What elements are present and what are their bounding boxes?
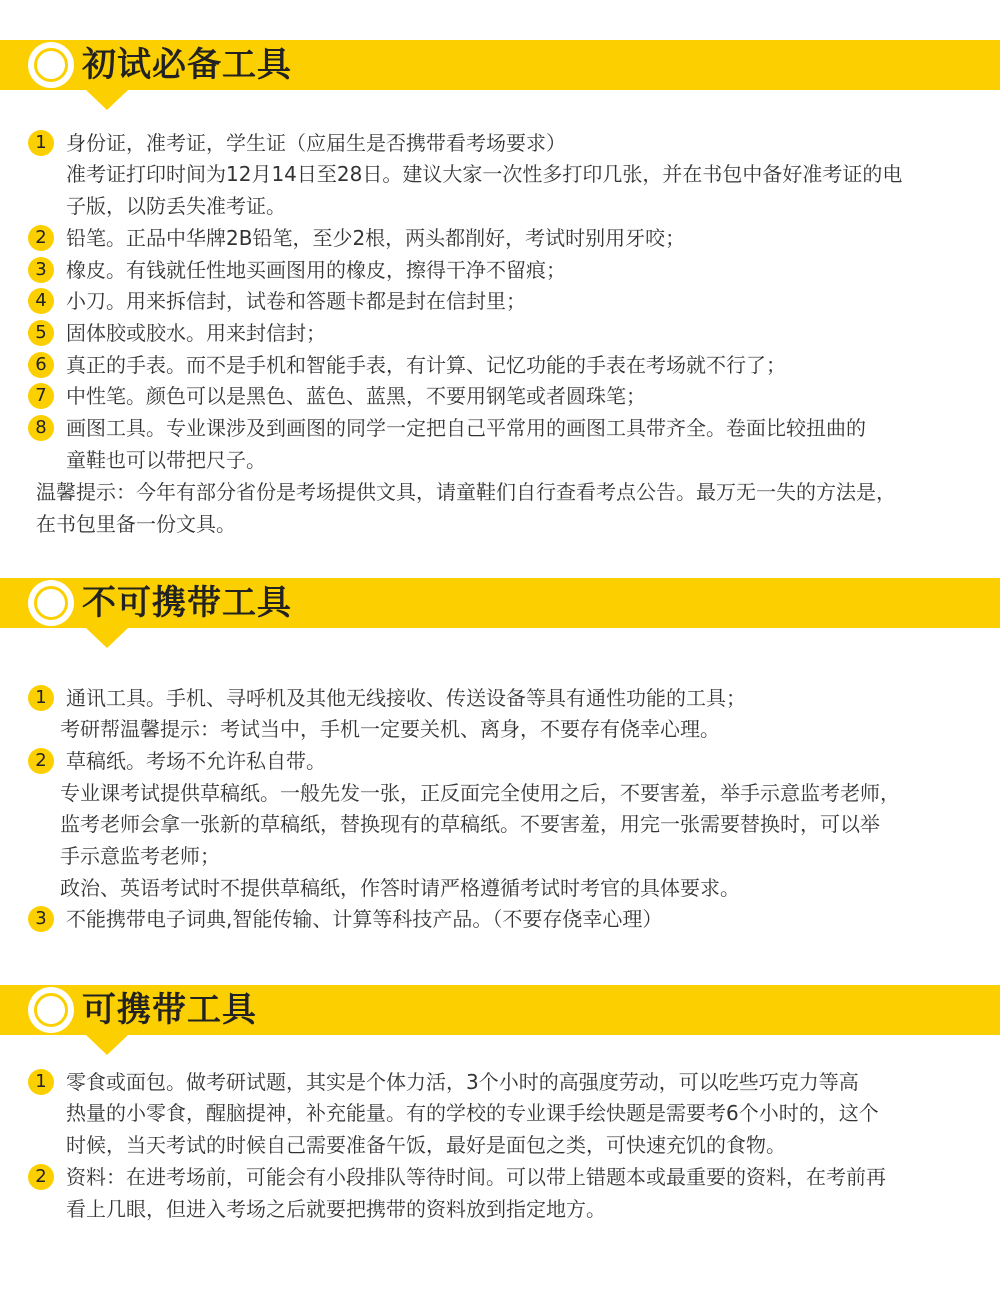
list-item-text: 橡皮。有钱就任性地买画图用的橡皮，擦得干净不留痕；: [66, 258, 566, 282]
item-number-badge: 7: [28, 383, 54, 409]
list-item-text: 小刀。用来拆信封，试卷和答题卡都是封在信封里；: [66, 289, 526, 313]
item-number-badge: 6: [28, 352, 54, 378]
pointer-triangle-icon: [86, 1035, 128, 1055]
list-item-text: 监考老师会拿一张新的草稿纸，替换现有的草稿纸。不要害羞，用完一张需要替换时，可以举: [60, 812, 880, 836]
list-item-text: 通讯工具。手机、寻呼机及其他无线接收、传送设备等具有通性功能的工具；: [66, 686, 746, 710]
item-number-badge: 8: [28, 415, 54, 441]
section-title: 初试必备工具: [82, 45, 292, 85]
section-title: 可携带工具: [82, 990, 257, 1030]
list-item-text: 热量的小零食，醒脑提神，补充能量。有的学校的专业课手绘快题是需要考6个小时的，这个: [66, 1101, 879, 1125]
ring-icon: [28, 987, 74, 1033]
section-title: 不可携带工具: [82, 583, 292, 623]
item-number-badge: 2: [28, 1164, 54, 1190]
section-banner: [0, 578, 1000, 628]
tip-text: 在书包里备一份文具。: [36, 512, 236, 536]
ring-icon: [28, 580, 74, 626]
item-number-badge: 3: [28, 257, 54, 283]
list-item-text: 真正的手表。而不是手机和智能手表，有计算、记忆功能的手表在考场就不行了；: [66, 353, 786, 377]
list-item-text: 童鞋也可以带把尺子。: [66, 448, 266, 472]
item-number-badge: 3: [28, 906, 54, 932]
pointer-triangle-icon: [86, 90, 128, 110]
list-item-text: 草稿纸。考场不允许私自带。: [66, 749, 326, 773]
list-item-text: 时候，当天考试的时候自己需要准备午饭，最好是面包之类，可快速充饥的食物。: [66, 1133, 786, 1157]
ring-icon: [28, 42, 74, 88]
list-item-text: 身份证，准考证，学生证（应届生是否携带看考场要求）: [66, 131, 566, 155]
list-item-text: 固体胶或胶水。用来封信封；: [66, 321, 326, 345]
item-number-badge: 1: [28, 685, 54, 711]
item-number-badge: 2: [28, 225, 54, 251]
list-item-text: 不能携带电子词典,智能传输、计算等科技产品。（不要存侥幸心理）: [66, 907, 663, 931]
list-item-text: 准考证打印时间为12月14日至28日。建议大家一次性多打印几张，并在书包中备好准考证的电: [66, 162, 903, 186]
item-number-badge: 4: [28, 288, 54, 314]
item-number-badge: 1: [28, 1069, 54, 1095]
list-item-text: 铅笔。正品中华牌2B铅笔，至少2根，两头都削好，考试时别用牙咬；: [66, 226, 686, 250]
item-number-badge: 1: [28, 130, 54, 156]
pointer-triangle-icon: [86, 628, 128, 648]
list-item-text: 看上几眼，但进入考场之后就要把携带的资料放到指定地方。: [66, 1197, 606, 1221]
list-item-text: 画图工具。专业课涉及到画图的同学一定把自己平常用的画图工具带齐全。卷面比较扭曲的: [66, 416, 866, 440]
item-number-badge: 2: [28, 748, 54, 774]
item-number-badge: 5: [28, 320, 54, 346]
tip-text: 温馨提示：今年有部分省份是考场提供文具，请童鞋们自行查看考点公告。最万无一失的方法是，: [36, 480, 896, 504]
section-banner: [0, 40, 1000, 90]
list-item-text: 手示意监考老师；: [60, 844, 220, 868]
list-item-text: 零食或面包。做考研试题，其实是个体力活，3个小时的高强度劳动，可以吃些巧克力等高: [66, 1070, 859, 1094]
list-item-text: 中性笔。颜色可以是黑色、蓝色、蓝黑，不要用钢笔或者圆珠笔；: [66, 384, 646, 408]
list-item-text: 考研帮温馨提示：考试当中，手机一定要关机、离身，不要存有侥幸心理。: [60, 717, 720, 741]
list-item-text: 专业课考试提供草稿纸。一般先发一张，正反面完全使用之后，不要害羞，举手示意监考老师，: [60, 781, 900, 805]
list-item-text: 子版，以防丢失准考证。: [66, 194, 286, 218]
section-banner: [0, 985, 1000, 1035]
list-item-text: 资料：在进考场前，可能会有小段排队等待时间。可以带上错题本或最重要的资料，在考前再: [66, 1165, 886, 1189]
list-item-text: 政治、英语考试时不提供草稿纸，作答时请严格遵循考试时考官的具体要求。: [60, 876, 740, 900]
